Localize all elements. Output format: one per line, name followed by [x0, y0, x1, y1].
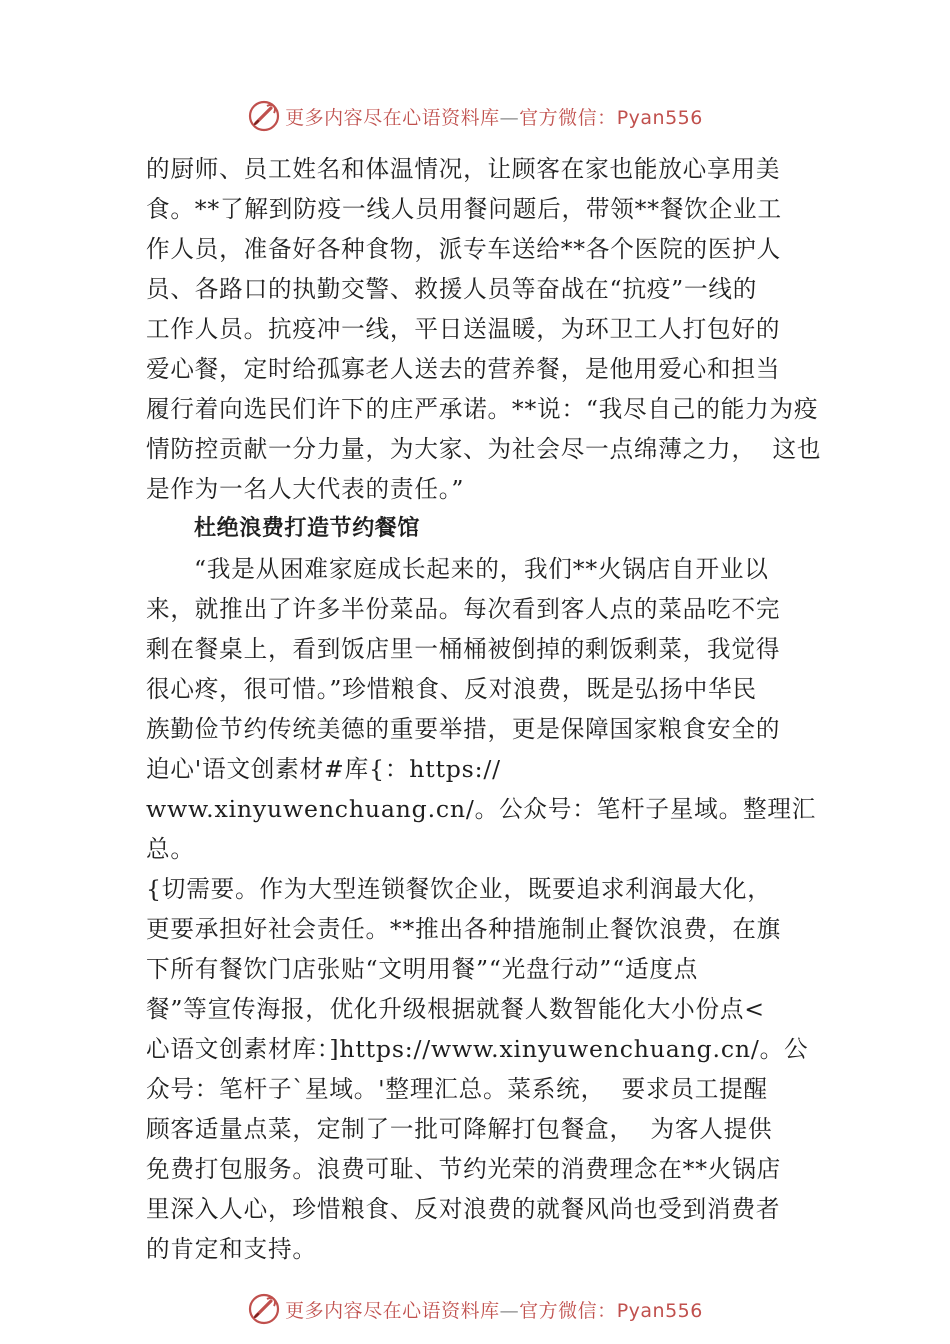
text-line: 众号：笔杆子`星域。'整理汇总。菜系统， 要求员工提醒 — [146, 1075, 768, 1103]
text-line: 里深入人心，珍惜粮食、反对浪费的就餐风尚也受到消费者 — [146, 1195, 781, 1223]
text-line: 顾客适量点菜，定制了一批可降解打包餐盒， 为客人提供 — [146, 1115, 773, 1143]
text-line: www.xinyuwenchuang.cn/。公众号：笔杆子星域。整理汇总。 — [146, 795, 817, 863]
text-line: 的肯定和支持。 — [146, 1235, 317, 1263]
text-line: 的厨师、员工姓名和体温情况，让顾客在家也能放心享用美 — [146, 155, 781, 183]
text-line: 食。**了解到防疫一线人员用餐问题后，带领**餐饮企业工 — [146, 195, 782, 223]
text-line: 餐”等宣传海报，优化升级根据就餐人数智能化大小份点< — [146, 995, 765, 1023]
banner-id: Pyan556 — [616, 106, 703, 129]
text-line: “我是从困难家庭成长起来的，我们**火锅店自开业以 — [194, 555, 769, 583]
text-line: 来，就推出了许多半份菜品。每次看到客人点的菜品吃不完 — [146, 595, 781, 623]
banner-text — [285, 103, 703, 130]
footer-banner — [0, 1289, 950, 1329]
text-line: {切需要。作为大型连锁餐饮企业，既要追求利润最大化， — [146, 875, 772, 903]
text-line: 很心疼，很可惜。”珍惜粮食、反对浪费，既是弘扬中华民 — [146, 675, 757, 703]
banner-main: 更多内容尽在心语资料库 — [285, 106, 500, 129]
text-line: 爱心餐，定时给孤寡老人送去的营养餐，是他用爱心和担当 — [146, 355, 781, 383]
banner-id: Pyan556 — [616, 1299, 703, 1322]
text-line: 族勤俭节约传统美德的重要举措，更是保障国家粮食安全的 — [146, 715, 781, 743]
text-line: 作人员，准备好各种食物，派专车送给**各个医院的医护人 — [146, 235, 782, 263]
banner-account: 官方微信： — [519, 106, 617, 129]
document-body — [146, 149, 826, 1269]
text-line: 更要承担好社会责任。**推出各种措施制止餐饮浪费，在旗 — [146, 915, 782, 943]
banner-dash: — — [499, 1299, 520, 1322]
banner-dash: — — [499, 106, 520, 129]
text-line: 免费打包服务。浪费可耻、节约光荣的消费理念在**火锅店 — [146, 1155, 782, 1183]
brush-pen-logo-icon — [247, 99, 281, 133]
text-line: 履行着向选民们许下的庄严承诺。**说：“我尽自己的能力为疫 — [146, 395, 819, 423]
header-banner — [0, 96, 950, 136]
section-heading: 杜绝浪费打造节约餐馆 — [194, 516, 421, 541]
text-line: 员、各路口的执勤交警、救援人员等奋战在“抗疫”一线的 — [146, 275, 758, 303]
text-line: 情防控贡献一分力量，为大家、为社会尽一点绵薄之力， 这也 — [146, 435, 822, 463]
brush-pen-logo-icon — [247, 1292, 281, 1326]
text-line: 迫心'语文创素材#库{：https:// — [146, 755, 501, 783]
banner-account: 官方微信： — [519, 1299, 617, 1322]
text-line: 下所有餐饮门店张贴“文明用餐”“光盘行动”“适度点 — [146, 955, 699, 983]
banner-text — [285, 1296, 703, 1323]
text-line: 剩在餐桌上，看到饭店里一桶桶被倒掉的剩饭剩菜，我觉得 — [146, 635, 781, 663]
text-line: 心语文创素材库：]https://www.xinyuwenchuang.cn/。公 — [146, 1035, 809, 1063]
text-line: 是作为一名人大代表的责任。” — [146, 475, 465, 503]
text-line: 工作人员。抗疫冲一线，平日送温暖，为环卫工人打包好的 — [146, 315, 781, 343]
banner-main: 更多内容尽在心语资料库 — [285, 1299, 500, 1322]
